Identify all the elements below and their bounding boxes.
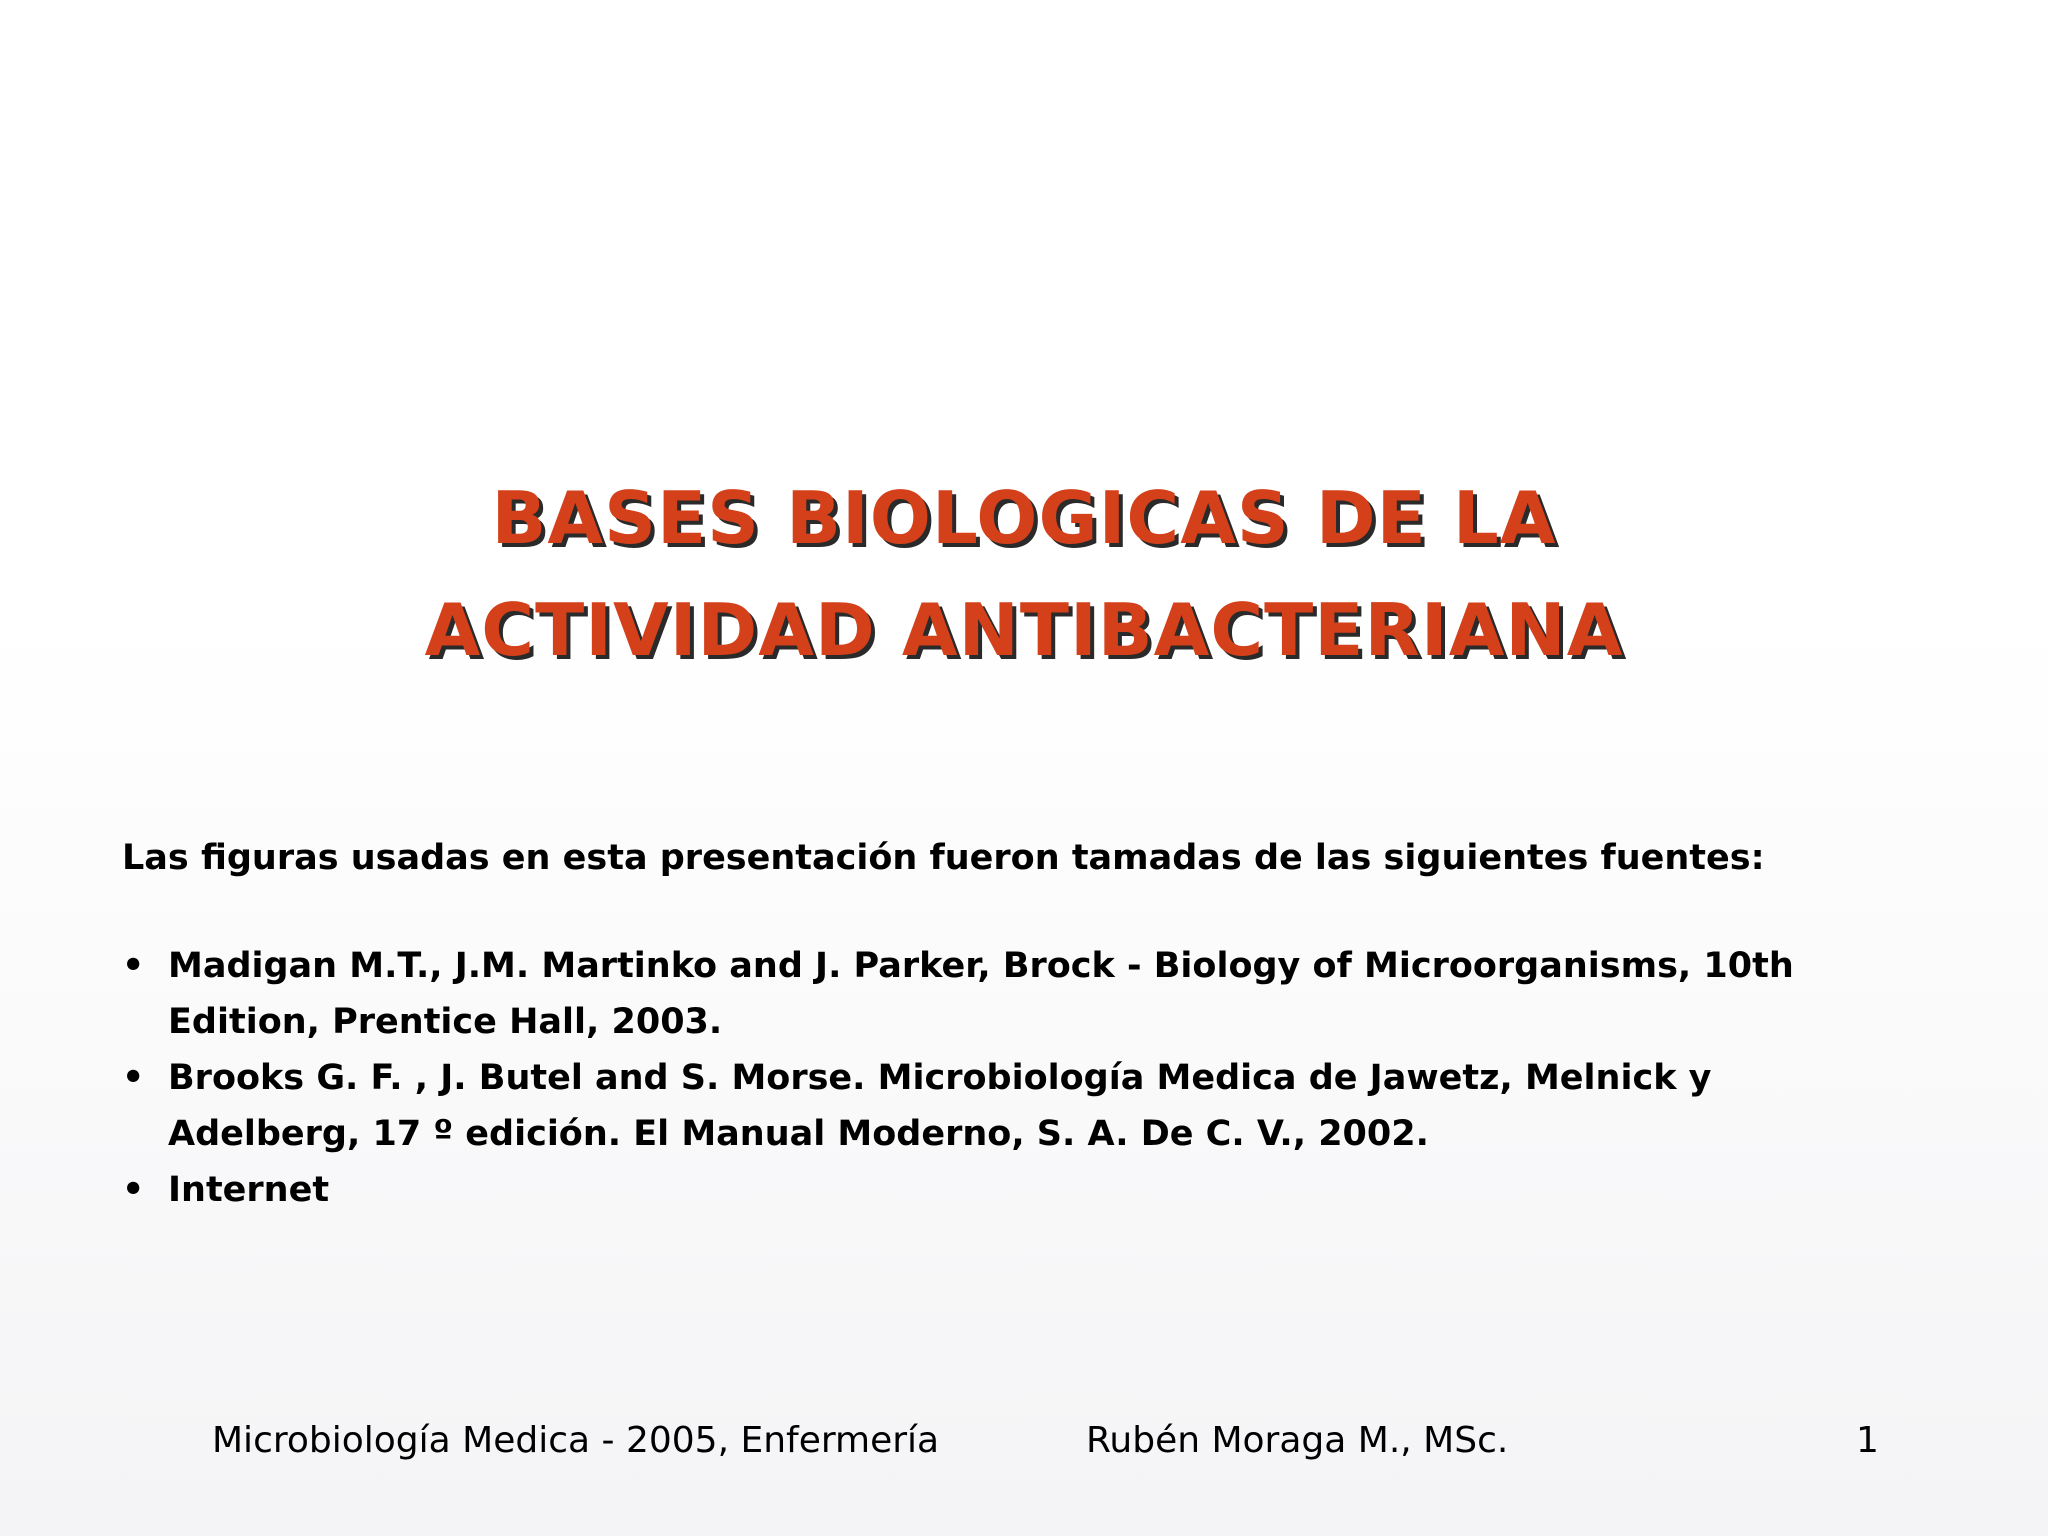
reference-item xyxy=(122,938,1902,1050)
bullet-icon: • xyxy=(122,1058,145,1098)
slide-title-line-1: BASES BIOLOGICAS DE LA xyxy=(491,476,1557,560)
reference-text: Madigan M.T., J.M. Martinko and J. Parker, Brock - Biology of Microorganisms, 10th Edition, Prentice Hall, 2003. xyxy=(168,946,1794,1042)
reference-text: Internet xyxy=(168,1170,330,1210)
page-number: 1 xyxy=(1856,1420,1879,1461)
footer-course: Microbiología Medica - 2005, Enfermería xyxy=(212,1420,940,1461)
slide-title-line-2: ACTIVIDAD ANTIBACTERIANA xyxy=(424,588,1624,672)
sources-intro: Las figuras usadas en esta presentación fueron tamadas de las siguientes fuentes: xyxy=(122,838,1765,878)
reference-item xyxy=(122,1162,1902,1218)
bullet-icon: • xyxy=(122,1170,145,1210)
reference-list xyxy=(122,938,1902,1218)
reference-item xyxy=(122,1050,1902,1162)
footer-author: Rubén Moraga M., MSc. xyxy=(1086,1420,1509,1461)
bullet-icon: • xyxy=(122,946,145,986)
reference-text: Brooks G. F. , J. Butel and S. Morse. Microbiología Medica de Jawetz, Melnick y Adelberg, 17 º edición. El Manual Moderno, S. A. De C. V., 2002. xyxy=(168,1058,1712,1154)
slide-title xyxy=(0,462,2048,686)
